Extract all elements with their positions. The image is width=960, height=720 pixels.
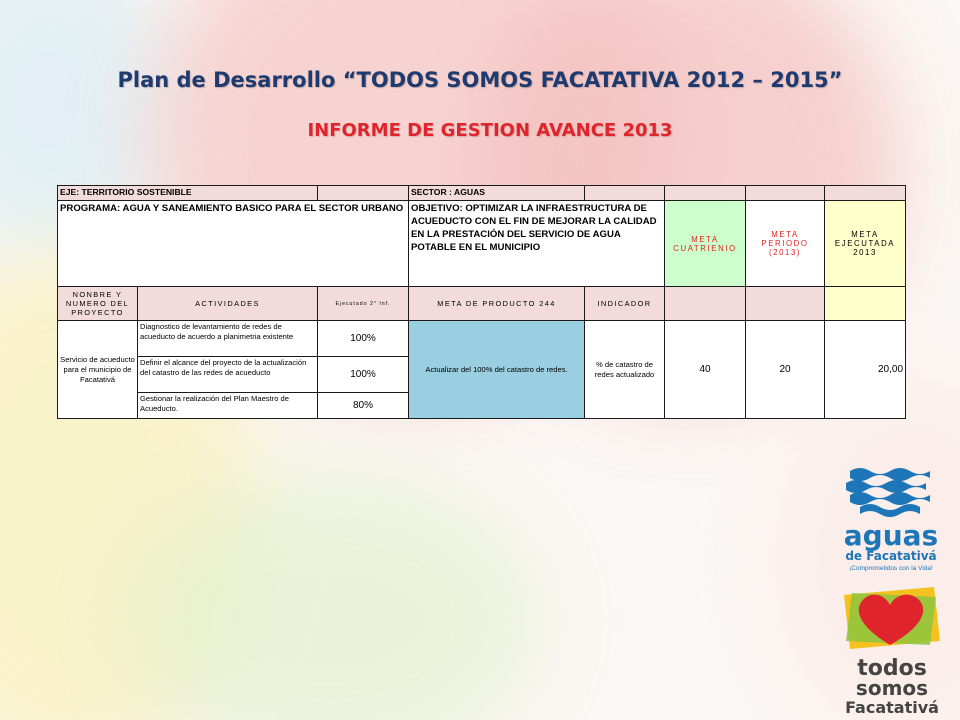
todos-logo-line2: somos [855,676,929,700]
meta-cuatrienio-header: META CUATRIENIO [665,201,746,287]
ejecutado-cell: 80% [318,393,409,419]
page-subtitle: INFORME DE GESTION AVANCE 2013 [307,120,673,141]
table-row [58,321,906,357]
sector-empty-cell [825,186,906,201]
col-header-actividades: ACTIVIDADES [138,287,318,321]
aguas-logo-tagline: ¡Comprometidos con la Vida! [849,565,933,572]
col-header-nombre: NONBRE Y NUMERO DEL PROYECTO [58,287,138,321]
actividad-cell: Diagnostico de levantamiento de redes de acueducto de acuerdo a planimetria existente [138,321,318,357]
todos-logo-line3: Facatativá [845,698,939,717]
aguas-logo-name: aguas [843,519,939,552]
sector-empty-cell [746,186,825,201]
meta-periodo-header: META PERIODO (2013) [746,201,825,287]
sector-empty-cell [665,186,746,201]
actividad-cell: Definir el alcance del proyecto de la actualización del catastro de las redes de acueducto [138,357,318,393]
ejecutado-cell: 100% [318,357,409,393]
aguas-logo [836,465,946,573]
objetivo-cell: OBJETIVO: OPTIMIZAR LA INFRAESTRUCTURA DE ACUEDUCTO CON EL FIN DE MEJORAR LA CALIDAD EN LA PRESTACIÓN DEL SERVICIO DE AGUA POTABLE EN EL MUNICIPIO [409,201,665,287]
todos-logo-line1: todos [857,656,927,681]
eje-empty-cell [318,186,409,201]
programa-cell: PROGRAMA: AGUA Y SANEAMIENTO BASICO PARA EL SECTOR URBANO [58,201,409,287]
indicador-cell: % de catastro de redes actualizado [585,321,665,419]
col-header-indicador: INDICADOR [585,287,665,321]
todos-somos-logo [840,583,944,720]
meta-producto-cell: Actualizar del 100% del catastro de redes. [409,321,585,419]
col-header-empty [746,287,825,321]
valor-cuatrienio-cell: 40 [665,321,746,419]
report-table [57,185,906,419]
water-waves-icon [846,468,930,517]
aguas-logo-city: de Facatativá [845,549,937,563]
actividad-cell: Gestionar la realización del Plan Maestro de Acueducto. [138,393,318,419]
eje-cell: EJE: TERRITORIO SOSTENIBLE [58,186,318,201]
col-header-empty [825,287,906,321]
col-header-empty [665,287,746,321]
sector-cell: SECTOR : AGUAS [409,186,585,201]
valor-periodo-cell: 20 [746,321,825,419]
col-header-meta-producto: META DE PRODUCTO 244 [409,287,585,321]
col-header-ejecutado: Ejecutado 2° Inf. [318,287,409,321]
page-title: Plan de Desarrollo “TODOS SOMOS FACATATIVA 2012 – 2015” [117,68,843,92]
proyecto-cell: Servicio de acueducto para el municipio de Facatativá [58,321,138,419]
valor-ejecutada-cell: 20,00 [825,321,906,419]
meta-ejecutada-header: META EJECUTADA 2013 [825,201,906,287]
ejecutado-cell: 100% [318,321,409,357]
sector-empty-cell [585,186,665,201]
